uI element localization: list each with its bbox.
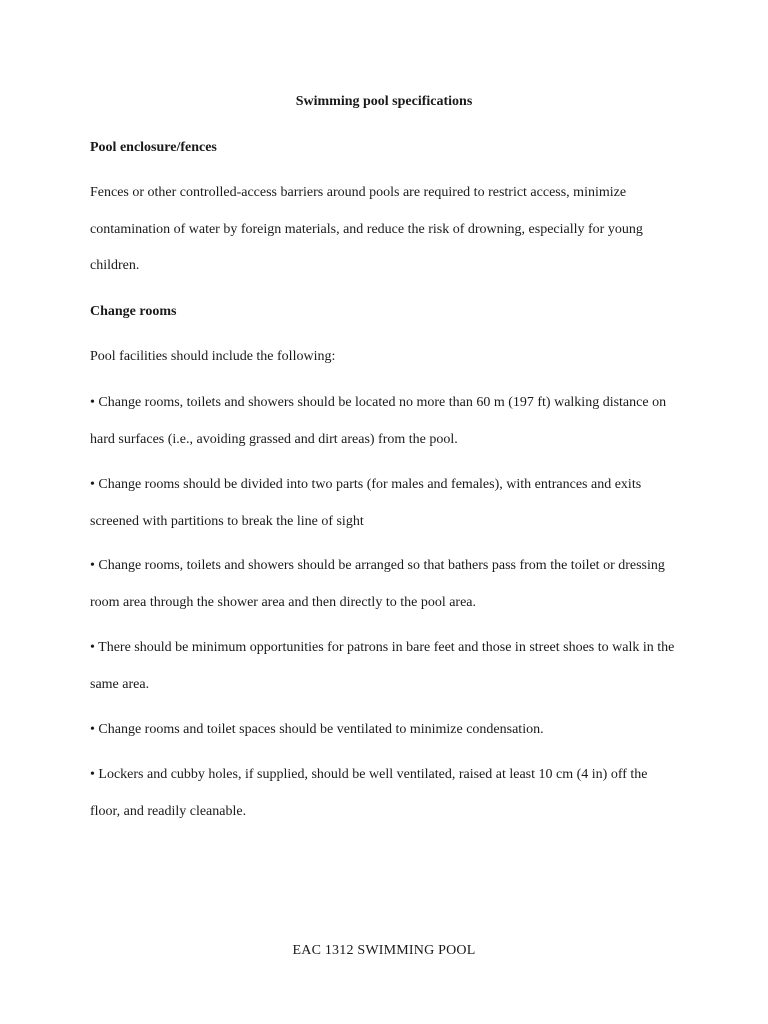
bullet-lockers: • Lockers and cubby holes, if supplied, should be well ventilated, raised at least 10 cm (4 in) off the floor, and readily cleanable. xyxy=(90,767,648,819)
bullet-bare-feet: • There should be minimum opportunities for patrons in bare feet and those in street shoes to walk in the same area. xyxy=(90,640,675,692)
page-footer: EAC 1312 SWIMMING POOL xyxy=(292,943,476,958)
bullet-location: • Change rooms, toilets and showers should be located no more than 60 m (197 ft) walking distance on hard surfaces (i.e., avoiding grassed and dirt areas) from the pool. xyxy=(90,395,667,447)
paragraph-facilities-intro: Pool facilities should include the following: xyxy=(90,349,336,364)
section-heading-change-rooms: Change rooms xyxy=(90,304,177,319)
section-heading-pool-enclosure: Pool enclosure/fences xyxy=(90,140,217,155)
bullet-arrangement: • Change rooms, toilets and showers should be arranged so that bathers pass from the toilet or dressing room area through the shower area and then directly to the pool area. xyxy=(90,558,665,610)
bullet-ventilation: • Change rooms and toilet spaces should be ventilated to minimize condensation. xyxy=(90,722,544,737)
document-title: Swimming pool specifications xyxy=(295,94,473,109)
paragraph-fences: Fences or other controlled-access barriers around pools are required to restrict access, minimize contamination of water by foreign materials, and reduce the risk of drowning, especially for young children. xyxy=(90,185,643,273)
bullet-divided: • Change rooms should be divided into two parts (for males and females), with entrances and exits screened with partitions to break the line of sight xyxy=(90,477,642,529)
